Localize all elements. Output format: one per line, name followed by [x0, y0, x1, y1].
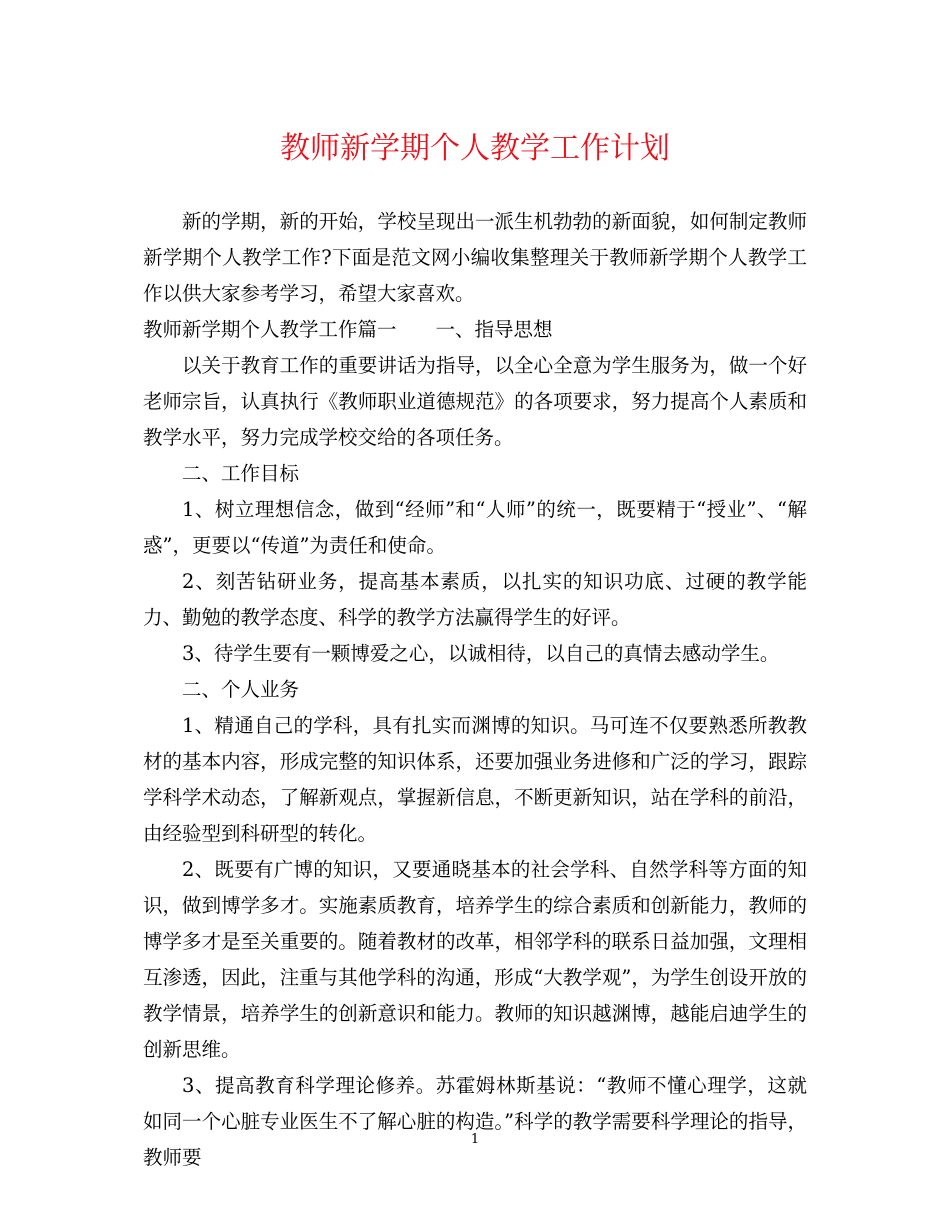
paragraph-personal-business-heading: 二、个人业务	[182, 678, 300, 701]
paragraph-goal-1: 1、树立理想信念，做到“经师”和“人师”的统一，既要精于“授业”、“解惑”，更要以“传道”为责任和使命。	[143, 498, 807, 557]
page-number: 1	[470, 1132, 480, 1147]
paragraph-guiding-thought: 以关于教育工作的重要讲话为指导，以全心全意为学生服务为，做一个好老师宗旨，认真执行《教师职业道德规范》的各项要求，努力提高个人素质和教学水平，努力完成学校交给的各项任务。	[143, 354, 807, 449]
paragraph-section-heading: 教师新学期个人教学工作篇一 一、指导思想	[143, 318, 553, 341]
document-title: 教师新学期个人教学工作计划	[280, 131, 670, 166]
document-body	[143, 204, 807, 1176]
paragraph-goal-2: 2、刻苦钻研业务，提高基本素质，以扎实的知识功底、过硬的教学能力、勤勉的教学态度、科学的教学方法赢得学生的好评。	[143, 570, 807, 629]
paragraph-intro: 新的学期，新的开始，学校呈现出一派生机勃勃的新面貌，如何制定教师新学期个人教学工作?下面是范文网小编收集整理关于教师新学期个人教学工作以供大家参考学习，希望大家喜欢。	[143, 210, 807, 305]
paragraph-business-1: 1、精通自己的学科，具有扎实而渊博的知识。马可连不仅要熟悉所教教材的基本内容，形成完整的知识体系，还要加强业务进修和广泛的学习，跟踪学科学术动态，了解新观点，掌握新信息，不断更新知识，站在学科的前沿，由经验型到科研型的转化。	[143, 714, 807, 845]
paragraph-goal-3: 3、待学生要有一颗博爱之心，以诚相待，以自己的真情去感动学生。	[182, 642, 780, 665]
paragraph-work-goals-heading: 二、工作目标	[182, 462, 300, 485]
paragraph-business-2: 2、既要有广博的知识，又要通晓基本的社会学科、自然学科等方面的知识，做到博学多才。实施素质教育，培养学生的综合素质和创新能力，教师的博学多才是至关重要的。随着教材的改革，相邻学科的联系日益加强，文理相互渗透，因此，注重与其他学科的沟通，形成“大教学观”，为学生创设开放的教学情景，培养学生的创新意识和能力。教师的知识越渊博，越能启迪学生的创新思维。	[143, 858, 807, 1061]
paragraph-business-3: 3、提高教育科学理论修养。苏霍姆林斯基说：“教师不懂心理学，这就如同一个心脏专业医生不了解心脏的构造。”科学的教学需要科学理论的指导，教师要	[143, 1074, 807, 1169]
